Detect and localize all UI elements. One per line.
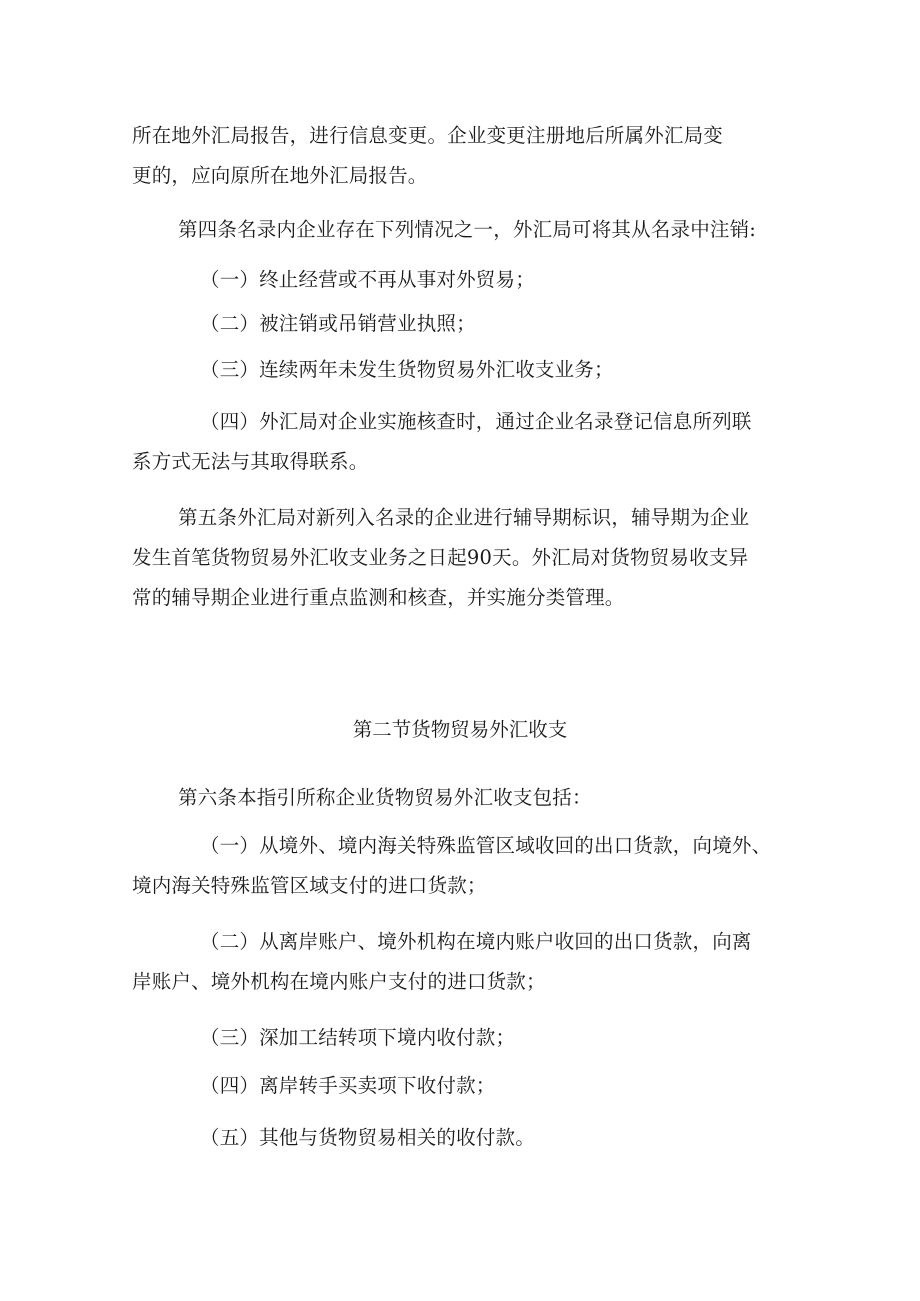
article-4-text: 第四条名录内企业存在下列情况之一，外汇局可将其从名录中注销: xyxy=(178,218,757,241)
article-6-item-2 xyxy=(132,922,812,1002)
article-4-item-1 xyxy=(132,260,812,300)
article-6-item-3 xyxy=(132,1018,812,1058)
list-item: （一）从境外、境内海关特殊监管区域收回的出口货款，向境外、 xyxy=(200,834,772,857)
list-item-continuation: 境内海关特殊监管区域支付的进口货款； xyxy=(132,874,487,897)
list-item: （二）从离岸账户、境外机构在境内账户收回的出口货款，向离 xyxy=(200,930,752,953)
list-item: （四）外汇局对企业实施核查时，通过企业名录登记信息所列联 xyxy=(200,410,752,433)
article-6-heading xyxy=(132,778,812,818)
article-4-item-4 xyxy=(132,402,812,482)
article-6-item-5 xyxy=(132,1118,812,1158)
article-6-item-1 xyxy=(132,826,812,906)
list-item: （三）深加工结转项下境内收付款； xyxy=(200,1026,516,1049)
article-5 xyxy=(132,498,812,618)
list-item-continuation: 岸账户、境外机构在境内账户支付的进口货款； xyxy=(132,970,546,993)
list-item: （四）离岸转手买卖项下收付款； xyxy=(200,1074,496,1097)
article-6-text: 第六条本指引所称企业货物贸易外汇收支包括： xyxy=(178,786,592,809)
article-4-item-3 xyxy=(132,350,812,390)
text-line: 所在地外汇局报告，进行信息变更。企业变更注册地后所属外汇局变 xyxy=(132,124,724,147)
section-title: 第二节货物贸易外汇收支 xyxy=(352,718,568,741)
list-item-continuation: 系方式无法与其取得联系。 xyxy=(132,450,369,473)
list-item: （一）终止经营或不再从事对外贸易； xyxy=(200,268,535,291)
text-line: 更的，应向原所在地外汇局报告。 xyxy=(132,164,428,187)
article-5-line: 常的辅导期企业进行重点监测和核查，并实施分类管理。 xyxy=(132,586,625,609)
article-4-item-2 xyxy=(132,304,812,344)
article-5-line: 发生首笔货物贸易外汇收支业务之日起90天。外汇局对货物贸易收支异 xyxy=(132,546,749,569)
list-item: （三）连续两年未发生货物贸易外汇收支业务； xyxy=(200,358,614,381)
article-4-heading xyxy=(132,210,812,250)
article-6-item-4 xyxy=(132,1066,812,1106)
list-item: （二）被注销或吊销营业执照； xyxy=(200,312,476,335)
list-item: （五）其他与货物贸易相关的收付款。 xyxy=(200,1126,535,1149)
paragraph-continuation xyxy=(132,116,812,196)
article-5-line: 第五条外汇局对新列入名录的企业进行辅导期标识，辅导期为企业 xyxy=(178,506,750,529)
